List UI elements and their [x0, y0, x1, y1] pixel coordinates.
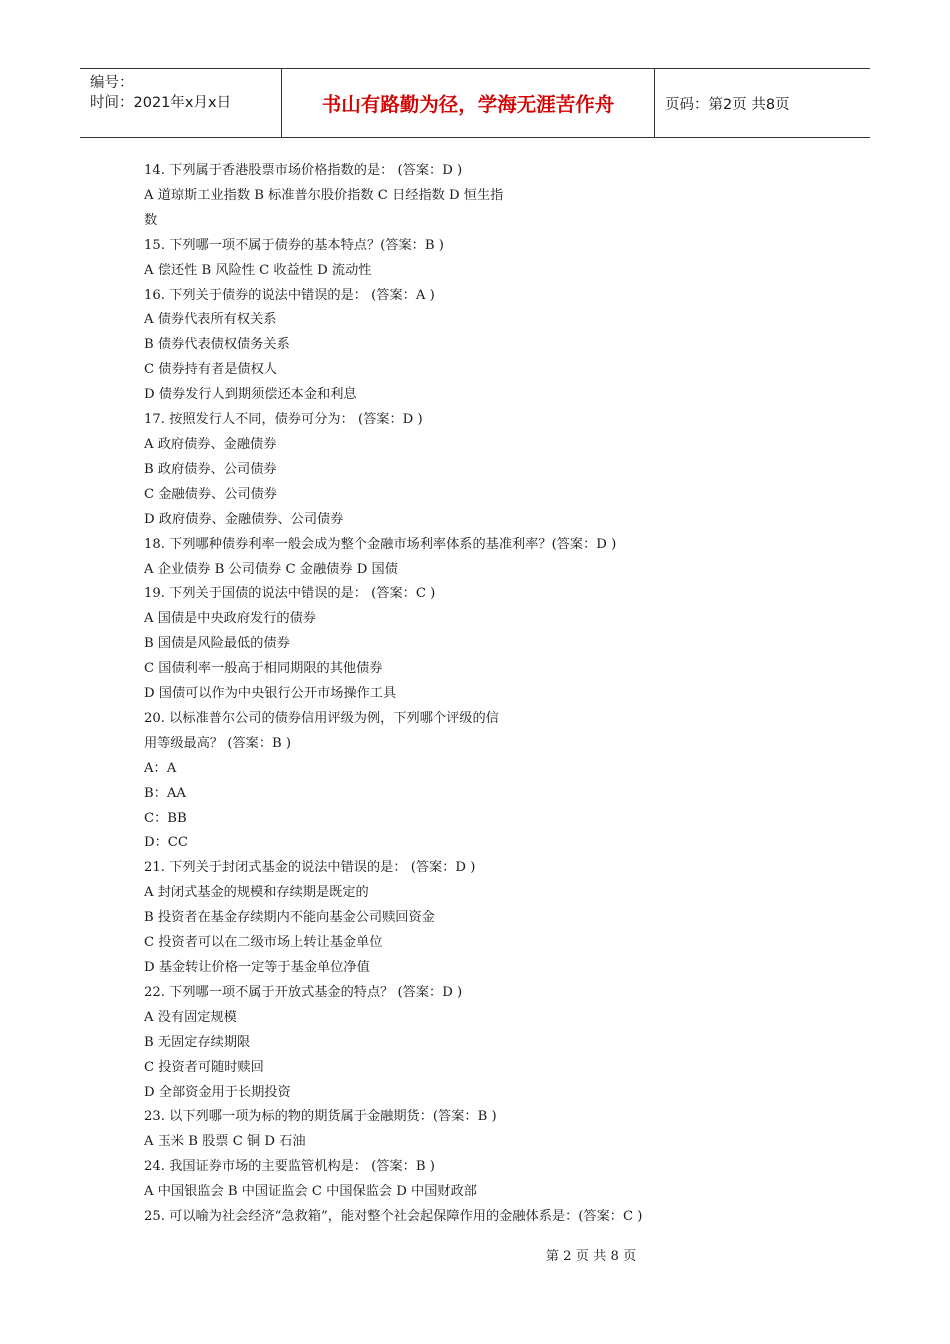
text-line: 用等级最高？ (答案：B ) [144, 735, 292, 751]
text-line: 17. 按照发行人不同，债券可分为： (答案：D ) [144, 412, 423, 428]
text-line: 25. 可以喻为社会经济“急救箱”，能对整个社会起保障作用的金融体系是：(答案：C ) [144, 1209, 643, 1225]
text-line: 16. 下列关于债券的说法中错误的是： (答案：A ) [144, 287, 435, 303]
text-line: 18. 下列哪种债券利率一般会成为整个金融市场利率体系的基准利率？(答案：D ) [144, 536, 617, 552]
text-line: A 国债是中央政府发行的债券 [144, 611, 316, 627]
text-line: B 无固定存续期限 [144, 1034, 251, 1050]
text-line: D 国债可以作为中央银行公开市场操作工具 [144, 686, 397, 702]
text-line: B 国债是风险最低的债券 [144, 636, 290, 652]
document-number-label: 编号： [90, 75, 134, 91]
text-line: B：AA [144, 785, 186, 801]
text-line: A 玉米 B 股票 C 铜 D 石油 [144, 1134, 306, 1150]
text-line: D：CC [144, 835, 188, 851]
document-time-label: 时间：2021年x月x日 [90, 95, 232, 111]
text-line: A 政府债券、金融债券 [144, 436, 277, 452]
text-line: B 投资者在基金存续期内不能向基金公司赎回资金 [144, 910, 435, 926]
page-header [80, 68, 870, 138]
page-footer [0, 1245, 950, 1264]
text-line: 23. 以下列哪一项为标的物的期货属于金融期货：(答案：B ) [144, 1109, 497, 1125]
header-motto-cell [282, 69, 655, 137]
text-line: 20. 以标准普尔公司的债券信用评级为例，下列哪个评级的信 [144, 710, 499, 726]
text-line: A 中国银监会 B 中国证监会 C 中国保监会 D 中国财政部 [144, 1184, 477, 1200]
footer-page-number: 第 2 页 共 8 页 [545, 1249, 637, 1264]
text-line: B 政府债券、公司债券 [144, 461, 277, 477]
text-line: A 封闭式基金的规模和存续期是既定的 [144, 885, 369, 901]
header-page-number: 页码：第2页 共8页 [665, 96, 790, 113]
text-line: D 全部资金用于长期投资 [144, 1084, 291, 1100]
text-line: A 道琼斯工业指数 B 标准普尔股价指数 C 日经指数 D 恒生指 [144, 187, 504, 203]
text-line: C 金融债券、公司债券 [144, 486, 277, 502]
text-line: 19. 下列关于国债的说法中错误的是： (答案：C ) [144, 586, 436, 602]
header-meta [80, 69, 282, 137]
text-line: C 债券持有者是债权人 [144, 362, 277, 378]
text-line: 24. 我国证券市场的主要监管机构是： (答案：B ) [144, 1159, 435, 1175]
text-line: C 投资者可以在二级市场上转让基金单位 [144, 935, 383, 951]
text-line: 22. 下列哪一项不属于开放式基金的特点？ (答案：D ) [144, 984, 463, 1000]
question-list [144, 159, 714, 1230]
header-motto: 书山有路勤为径，学海无涯苦作舟 [321, 93, 615, 116]
text-line: A：A [144, 760, 177, 776]
text-line: C 国债利率一般高于相同期限的其他债券 [144, 661, 383, 677]
text-line: A 偿还性 B 风险性 C 收益性 D 流动性 [144, 262, 372, 278]
text-line: A 企业债券 B 公司债券 C 金融债券 D 国债 [144, 561, 398, 577]
text-line: 15. 下列哪一项不属于债券的基本特点？(答案：B ) [144, 237, 444, 253]
text-line: C：BB [144, 810, 187, 826]
header-page-cell [655, 69, 870, 137]
text-line: D 债券发行人到期须偿还本金和利息 [144, 387, 357, 403]
text-line: D 基金转让价格一定等于基金单位净值 [144, 960, 370, 975]
text-line: A 债券代表所有权关系 [144, 312, 277, 328]
text-line: D 政府债券、金融债券、公司债券 [144, 511, 344, 527]
text-line: 数 [144, 212, 158, 228]
text-line: C 投资者可随时赎回 [144, 1059, 264, 1075]
text-line: 21. 下列关于封闭式基金的说法中错误的是： (答案：D ) [144, 860, 476, 876]
text-line: A 没有固定规模 [144, 1009, 237, 1025]
text-line: 14. 下列属于香港股票市场价格指数的是： (答案：D ) [144, 163, 463, 178]
text-line: B 债券代表债权债务关系 [144, 337, 290, 353]
